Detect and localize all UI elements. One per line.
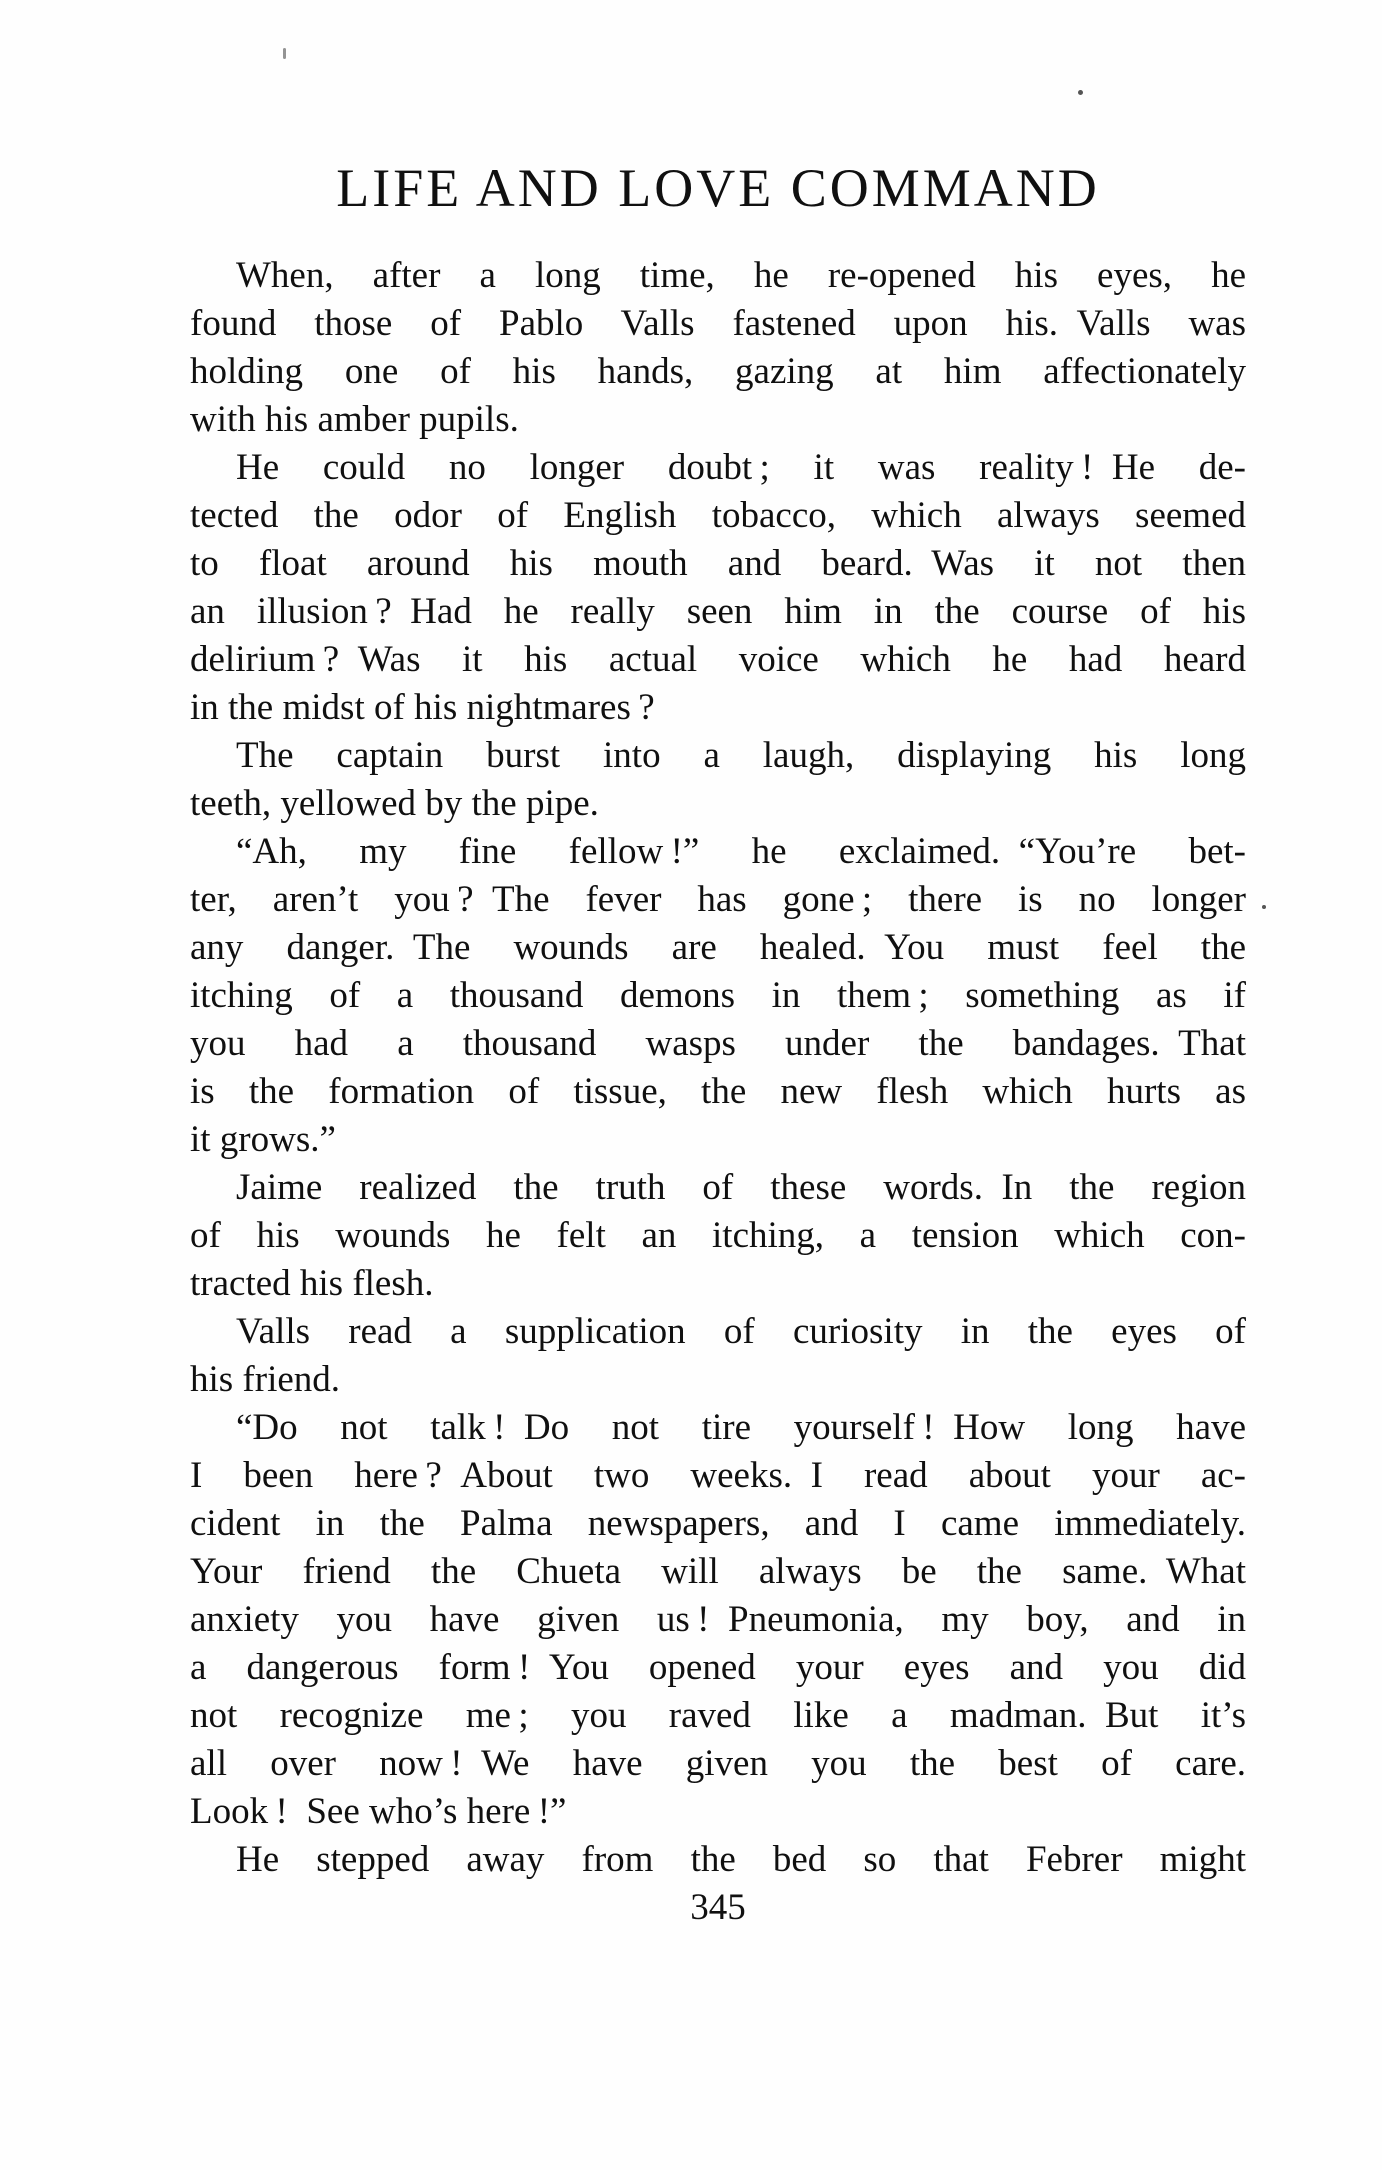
text-line: of his wounds he felt an itching, a tension which con- (190, 1215, 1246, 1256)
text-line: He stepped away from the bed so that Febrer might (236, 1839, 1246, 1880)
text-line: to float around his mouth and beard. Was it not then (190, 543, 1246, 584)
scan-speck (1262, 905, 1266, 909)
scan-speck (1078, 90, 1083, 95)
text-line: Your friend the Chueta will always be the same. What (190, 1551, 1246, 1592)
text-line: delirium ? Was it his actual voice which he had heard (190, 639, 1246, 680)
text-line: holding one of his hands, gazing at him affectionately (190, 351, 1246, 392)
text-line: “Do not talk ! Do not tire yourself ! How long have (236, 1407, 1246, 1448)
text-line: his friend. (190, 1359, 341, 1400)
text-line: He could no longer doubt ; it was reality ! He de- (236, 447, 1246, 488)
text-line: “Ah, my fine fellow !” he exclaimed. “You’re bet- (236, 831, 1246, 872)
text-line: ter, aren’t you ? The fever has gone ; there is no longer (190, 879, 1246, 920)
text-line: cident in the Palma newspapers, and I came immediately. (190, 1503, 1246, 1544)
text-line: found those of Pablo Valls fastened upon his. Valls was (190, 303, 1246, 344)
text-line: The captain burst into a laugh, displaying his long (236, 735, 1246, 776)
page-number: 345 (690, 1887, 746, 1928)
text-line: Jaime realized the truth of these words. In the region (236, 1167, 1246, 1208)
text-line: any danger. The wounds are healed. You must feel the (190, 927, 1246, 968)
text-line: is the formation of tissue, the new flesh which hurts as (190, 1071, 1246, 1112)
text-line: Look ! See who’s here !” (190, 1791, 567, 1832)
text-line: When, after a long time, he re-opened his eyes, he (236, 255, 1246, 296)
text-line: Valls read a supplication of curiosity in the eyes of (236, 1311, 1246, 1352)
text-line: tected the odor of English tobacco, which always seemed (190, 495, 1246, 536)
text-line: a dangerous form ! You opened your eyes and you did (190, 1647, 1246, 1688)
text-line: an illusion ? Had he really seen him in the course of his (190, 591, 1246, 632)
text-block (190, 252, 1246, 1884)
scan-speck (283, 48, 286, 59)
text-line: not recognize me ; you raved like a madman. But it’s (190, 1695, 1246, 1736)
text-line: tracted his flesh. (190, 1263, 434, 1304)
text-line: it grows.” (190, 1119, 336, 1160)
text-line: I been here ? About two weeks. I read about your ac- (190, 1455, 1246, 1496)
text-line: in the midst of his nightmares ? (190, 687, 655, 728)
text-line: itching of a thousand demons in them ; something as if (190, 975, 1246, 1016)
text-line: you had a thousand wasps under the bandages. That (190, 1023, 1246, 1064)
text-line: teeth, yellowed by the pipe. (190, 783, 599, 824)
text-line: all over now ! We have given you the best of care. (190, 1743, 1246, 1784)
text-line: with his amber pupils. (190, 399, 519, 440)
page-title: LIFE AND LOVE COMMAND (336, 158, 1100, 218)
text-line: anxiety you have given us ! Pneumonia, my boy, and in (190, 1599, 1246, 1640)
